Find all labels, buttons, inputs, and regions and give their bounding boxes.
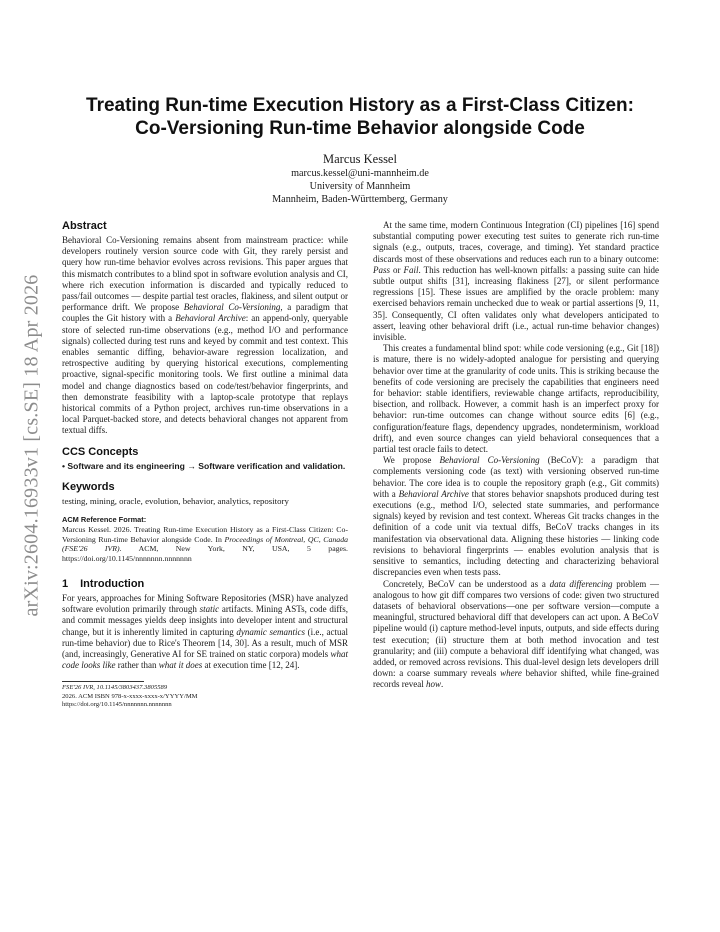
keywords-text: testing, mining, oracle, evolution, behavior, analytics, repository: [62, 495, 289, 506]
author-email: marcus.kessel@uni-mannheim.de: [291, 168, 429, 179]
acm-reference-heading: ACM Reference Format:: [62, 514, 147, 524]
ccs-concepts-text: • Software and its engineering → Software verification and validation.: [62, 460, 346, 471]
footnote-block: [62, 684, 348, 709]
footnote-venue: FSE'26 IVR, 10.1145/3803437.3805589: [62, 684, 168, 692]
becov-proposal-paragraph: We propose Behavioral Co-Versioning (BeCoV): a paradigm that complements versioning code (as text) with versioning observed run-time behavior. The core idea is to couple the repository graph (e.g., Git commits) with a Behavioral Archive that stores behavior snapshots produced during test executions (e.g., method I/O, selected state summaries, and performance signals) keyed by revision and test context. Whereas Git tracks changes in the definition of a code unit via textual diffs, BeCoV tracks changes in its manifestation via observational data. Aligning these histories — linking code revisions to behavioral fingerprints — enables evolution analysis that is sensitive to semantics, including detecting and characterizing behavioral discrepancies even when tests pass.: [373, 455, 660, 578]
arxiv-identifier-stamp: [16, 200, 48, 690]
data-differencing-paragraph: Concretely, BeCoV can be understood as a data differencing problem — analogous to how git diff compares two versions of code: given two structured datasets of behavioral observations—one per software version—compute a meaningful, structured behavioral diff that developers can act upon. A BeCoV pipeline would (i) capture method-level inputs, outputs, and side effects during test execution; (ii) structure them at both method invocation and test granularity; and (iii) compute a behavioral diff identifying what changed, was added, or removed across revisions. This dual-level design lets developers drill down: a coarse summary reveals where behavior shifted, while fine-grained records reveal how.: [373, 578, 659, 690]
paper-title: [60, 94, 660, 140]
abstract-paragraph: Behavioral Co-Versioning remains absent from mainstream practice: while developers routinely version source code with Git, they rarely persist and query how run-time behavior evolves across revisions. This paper argues that this mismatch contributes to a blind spot in software evolution analysis and CI, where rich execution information is discarded and typically reduced to pass/fail outcomes — despite partial test oracles, flakiness, and silent output or performance drift. We propose Behavioral Co-Versioning, a paradigm that couples the Git history with a Behavioral Archive: an append-only, queryable store of selected run-time observations (e.g., method I/O and performance signals) collected during test runs and keyed by commit and test context. This enables semantic diffing, behavior-aware regression localization, and retrospective auditing by querying historical executions, complementing proactive, signal-specific monitoring tools. We first outline a minimal data model and change diagnostics based on code/test/behavior fingerprints, and then demonstrate feasibility with a laptop-scale prototype that replays historical commits of a Python project, archives run-time observations in a local Parquet-backed store, and detects behavioral changes not apparent from textual diffs.: [62, 235, 348, 436]
author-name: Marcus Kessel: [323, 152, 397, 166]
ci-paragraph: At the same time, modern Continuous Integration (CI) pipelines [16] spend substantial computing power executing test suites to generate rich run-time signals (e.g., outputs, traces, coverage, and timing). Yet standard practice discards most of these observations and reduces each run to a binary outcome: Pass or Fail. This reduction has well-known pitfalls: a passing suite can hide subtle output shifts [31], increasing flakiness [27], or silent performance regressions [15]. These issues are amplified by the oracle problem: many exercised behaviors remain unchecked due to weak or partial assertions [9, 11, 35]. Consequently, CI often validates only what developers anticipated to assert, leaving other behavioral drift (i.e., actual run-time behavior changes) invisible.: [373, 220, 660, 343]
acm-reference-text: Marcus Kessel. 2026. Treating Run-time Execution History as a First-Class Citizen: Co-Versioning Run-time Behavior alongside Code. In Proceedings of Montreal, QC, Canada (FSE'26 IVR). ACM, New York, NY, USA, 5 pages. https://doi.org/10.1145/nnnnnnn.nnnnnnn: [62, 524, 348, 564]
arxiv-id-text: arXiv:2604.16933v1 [cs.SE] 18 Apr 2026: [20, 273, 43, 617]
abstract-heading: Abstract: [62, 220, 107, 232]
left-column: [62, 220, 348, 709]
title-line-1: Treating Run-time Execution History as a First-Class Citizen:: [86, 95, 634, 116]
keywords-heading: Keywords: [62, 480, 115, 493]
introduction-heading: 1 Introduction: [62, 578, 145, 591]
author-block: [160, 152, 560, 206]
title-line-2: Co-Versioning Run-time Behavior alongside Code: [135, 118, 585, 139]
footnote-isbn: 2026. ACM ISBN 978-x-xxxx-xxxx-x/YYYY/MM: [62, 692, 198, 700]
footnote-doi: https://doi.org/10.1145/nnnnnnn.nnnnnnn: [62, 700, 172, 708]
introduction-paragraph: For years, approaches for Mining Software Repositories (MSR) have analyzed software evolution primarily through static artifacts. Mining ASTs, code diffs, and commit messages yields deep insights into developer intent and structural change, but it is inherently limited in capturing dynamic semantics (i.e., actual run-time behavior) due to Rice's Theorem [14, 30]. As a result, much of MSR (and, increasingly, Generative AI for SE trained on static corpora) models what code looks like rather than what it does at execution time [12, 24].: [62, 593, 349, 671]
author-affiliation: University of Mannheim: [309, 181, 411, 192]
footnote-divider: [62, 681, 144, 682]
ccs-heading: CCS Concepts: [62, 445, 139, 458]
right-column: [373, 220, 659, 691]
blind-spot-paragraph: This creates a fundamental blind spot: while code versioning (e.g., Git [18]) is mature, there is no widely-adopted analogue for persisting and querying behavior over time at the granularity of code units. This is striking because the benefits of code versioning are precisely the capabilities that engineers need for behavior: stable identifiers, reviewable change artifacts, reproducibility, bisection, and rollback. However, a commit hash is an imperfect proxy for behavior: run-time outcomes can change without source edits [6] (e.g., configuration/feature flags, dependency upgrades, nondeterminism, workload drift), and even source changes can yield behavioral consequences that a partial test oracle fails to detect.: [373, 343, 659, 455]
author-location: Mannheim, Baden-Württemberg, Germany: [272, 194, 448, 205]
